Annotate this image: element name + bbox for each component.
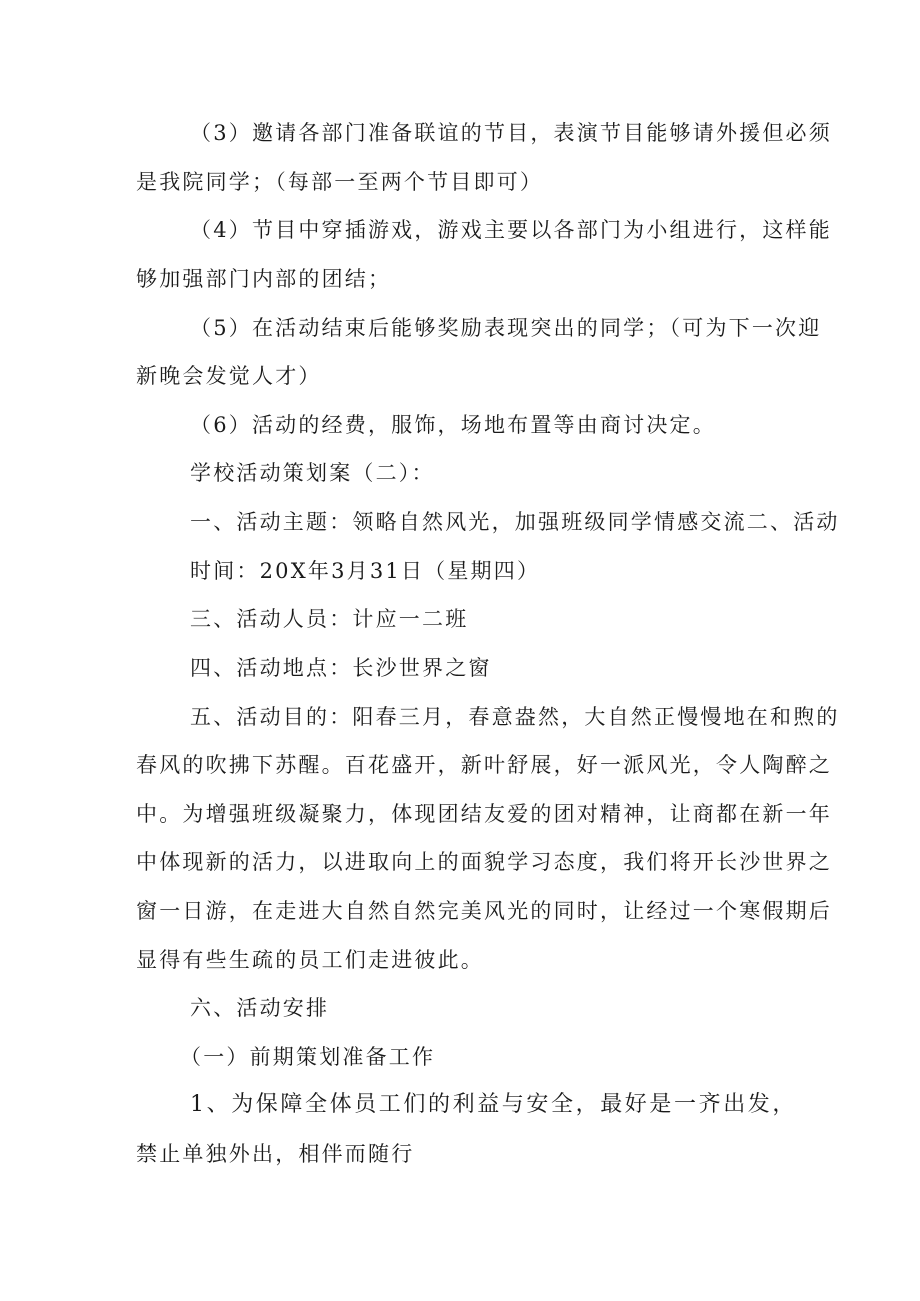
text-line-13: 五、活动目的：阳春三月，春意盎然，大自然正慢慢地在和煦的 [190, 705, 840, 729]
text-line-9: 一、活动主题：领略自然风光，加强班级同学情感交流二、活动 [190, 510, 840, 534]
section-heading-activity: 六、活动安排 [190, 996, 330, 1020]
text-line-2: 是我院同学；（每部一至两个节目即可） [136, 170, 544, 194]
text-line-17: 窗一日游，在走进大自然自然完美风光的同时，让经过一个寒假期后 [136, 899, 832, 923]
section-heading-2: 学校活动策划案（二）： [190, 461, 435, 485]
text-line-11: 三、活动人员：计应一二班 [190, 607, 469, 631]
text-line-22: 禁止单独外出，相伴而随行 [136, 1142, 415, 1166]
text-line-3: （4）节目中穿插游戏，游戏主要以各部门为小组进行，这样能 [190, 218, 832, 242]
text-line-12: 四、活动地点：长沙世界之窗 [190, 656, 492, 680]
text-line-5: （5）在活动结束后能够奖励表现突出的同学；（可为下一次迎 [190, 316, 822, 340]
text-line-7: （6）活动的经费，服饰，场地布置等由商讨决定。 [190, 413, 716, 437]
text-line-1: （3）邀请各部门准备联谊的节目，表演节目能够请外援但必须 [190, 121, 832, 145]
text-line-21: 1、为保障全体员工们的利益与安全，最好是一齐出发， [190, 1092, 797, 1117]
text-line-6: 新晚会发觉人才） [136, 364, 322, 388]
text-line-14: 春风的吹拂下苏醒。百花盛开，新叶舒展，好一派风光，令人陶醉之 [136, 753, 832, 777]
text-line-18: 显得有些生疏的员工们走进彼此。 [136, 948, 484, 972]
text-line-16: 中体现新的活力，以进取向上的面貌学习态度，我们将开长沙世界之 [136, 850, 832, 874]
text-line-4: 够加强部门内部的团结； [136, 267, 392, 291]
text-line-10: 时间：20X年3月31日（星期四） [190, 559, 541, 583]
text-line-15: 中。为增强班级凝聚力，体现团结友爱的团对精神，让商都在新一年 [136, 802, 832, 826]
subsection-heading: （一）前期策划准备工作 [180, 1045, 436, 1069]
